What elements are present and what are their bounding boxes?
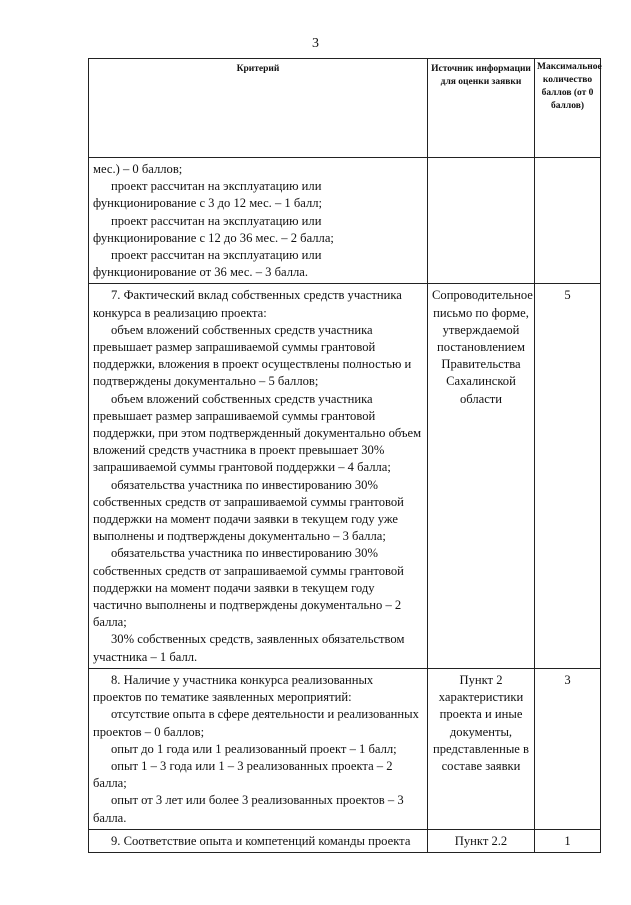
source-cell: Пункт 2.2 xyxy=(428,829,535,852)
criteria-table xyxy=(88,58,601,853)
criterion-paragraph: проект рассчитан на эксплуатацию или функционирование с 3 до 12 мес. – 1 балл; xyxy=(93,179,323,211)
table-row xyxy=(89,668,601,829)
max-points-cell: 5 xyxy=(535,284,601,668)
header-source: Источник информации для оценки заявки xyxy=(428,59,535,158)
criterion-paragraph: проект рассчитан на эксплуатацию или функционирование с 12 до 36 мес. – 2 балла; xyxy=(93,213,334,245)
criterion-cell xyxy=(89,158,428,284)
max-points-cell: 3 xyxy=(535,668,601,829)
header-max-points: Максимальное количество баллов (от 0 баллов) xyxy=(535,59,601,158)
table-header-row xyxy=(89,59,601,158)
source-cell xyxy=(428,158,535,284)
criterion-cell xyxy=(89,829,428,852)
criterion-paragraph: отсутствие опыта в сфере деятельности и реализованных проектов – 0 баллов; xyxy=(93,707,419,739)
criterion-paragraph: обязательства участника по инвестированию 30% собственных средств от запрашиваемой суммы грантовой поддержки на момент подачи заявки в текущем году уже выполнены и подтверждены документально – 3 балла; xyxy=(93,477,404,544)
criterion-paragraph: проект рассчитан на эксплуатацию или функционирование от 36 мес. – 3 балла. xyxy=(93,248,322,280)
table-row xyxy=(89,158,601,284)
table-row xyxy=(89,284,601,668)
max-points-cell: 1 xyxy=(535,829,601,852)
criterion-paragraph: мес.) – 0 баллов; xyxy=(93,162,183,176)
criterion-paragraph: 30% собственных средств, заявленных обязательством участника – 1 балл. xyxy=(93,632,405,664)
criterion-paragraph: опыт 1 – 3 года или 1 – 3 реализованных проекта – 2 балла; xyxy=(93,758,393,791)
page-number: 3 xyxy=(312,36,319,51)
criterion-paragraph: 8. Наличие у участника конкурса реализованных проектов по тематике заявленных мероприятий: xyxy=(93,672,374,705)
criterion-paragraph: опыт от 3 лет или более 3 реализованных проектов – 3 балла. xyxy=(93,793,404,825)
criterion-paragraph: опыт до 1 года или 1 реализованный проект – 1 балл; xyxy=(111,741,397,756)
header-criterion: Критерий xyxy=(89,59,428,158)
criterion-paragraph: 9. Соответствие опыта и компетенций команды проекта xyxy=(111,833,411,848)
criterion-paragraph: объем вложений собственных средств участника превышает размер запрашиваемой суммы грантовой поддержки, вложения в проект осуществлены полностью и подтверждены документально – 5 баллов; xyxy=(93,322,412,389)
criterion-paragraph: объем вложений собственных средств участника превышает размер запрашиваемой суммы грантовой поддержки, при этом подтвержденный документально объем вложений средств участника в проект превышает 30% запрашиваемой суммы грантовой поддержки – 4 балла; xyxy=(93,391,422,475)
source-cell: Сопроводительное письмо по форме, утверждаемой постановлением Правительства Сахалинской области xyxy=(428,284,535,668)
table-row xyxy=(89,829,601,852)
criterion-cell xyxy=(89,284,428,668)
criterion-cell xyxy=(89,668,428,829)
source-cell: Пункт 2 характеристики проекта и иные документы, представленные в составе заявки xyxy=(428,668,535,829)
criterion-paragraph: 7. Фактический вклад собственных средств участника конкурса в реализацию проекта: xyxy=(93,288,402,320)
criterion-paragraph: обязательства участника по инвестированию 30% собственных средств от запрашиваемой суммы грантовой поддержки на момент подачи заявки в текущем году частично выполнены и подтверждены документально – 2 балла; xyxy=(93,546,404,630)
max-points-cell xyxy=(535,158,601,284)
